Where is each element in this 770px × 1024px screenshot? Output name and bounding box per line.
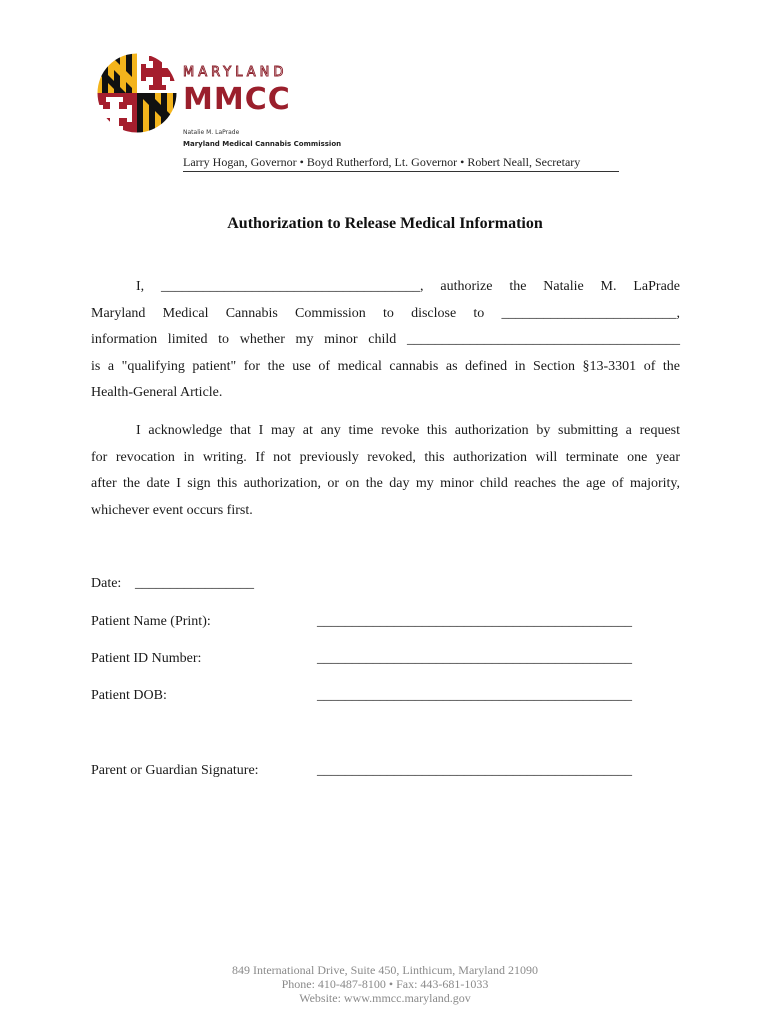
date-field-row [91, 576, 680, 594]
officials-line: Larry Hogan, Governor • Boyd Rutherford, Lt. Governor • Robert Neall, Secretary [183, 155, 581, 169]
paragraph-line: whichever event occurs first. [91, 502, 253, 518]
patient-id-row [91, 651, 680, 669]
patient-dob-label: Patient DOB: [91, 688, 167, 703]
patient-name-row [91, 614, 680, 632]
date-field[interactable]: _________________ [135, 576, 254, 591]
paragraph-line: for revocation in writing. If not previously revoked, this authorization will terminate one year [91, 449, 680, 465]
logo-maryland-text: MARYLAND [183, 65, 288, 80]
paragraph-line: is a "qualifying patient" for the use of medical cannabis as defined in Section §13-3301 of the [91, 358, 680, 374]
authorization-paragraph [91, 274, 680, 407]
logo-tagline: Natalie M. LaPrade [183, 129, 240, 136]
paragraph-line: I, _____________________________________, authorize the Natalie M. LaPrade [136, 279, 680, 294]
patient-dob-row [91, 688, 680, 706]
logo-commission-name: Maryland Medical Cannabis Commission [183, 140, 342, 148]
patient-id-field[interactable]: _____________________________________________ [317, 651, 632, 666]
footer-website[interactable]: Website: www.mmcc.maryland.gov [299, 991, 471, 1005]
signature-row [91, 763, 680, 781]
paragraph-line: after the date I sign this authorization, or on the day my minor child reaches the age of majority, [91, 476, 680, 491]
maryland-flag-seal-logo [96, 52, 178, 134]
footer-address: 849 International Drive, Suite 450, Linthicum, Maryland 21090 [232, 963, 538, 977]
paragraph-line: information limited to whether my minor child _______________________________________ [91, 332, 680, 347]
paragraph-line: Maryland Medical Cannabis Commission to disclose to _________________________, [91, 305, 680, 321]
signature-label: Parent or Guardian Signature: [91, 763, 259, 778]
paragraph-line: I acknowledge that I may at any time revoke this authorization by submitting a request [136, 423, 680, 438]
patient-name-field[interactable]: _____________________________________________ [317, 614, 632, 629]
logo-mmcc-text: MMCC [183, 82, 291, 117]
patient-name-label: Patient Name (Print): [91, 614, 211, 629]
signature-field[interactable]: _____________________________________________ [317, 763, 632, 778]
footer-phone-fax: Phone: 410-487-8100 • Fax: 443-681-1033 [281, 977, 489, 991]
document-title: Authorization to Release Medical Information [227, 215, 543, 232]
patient-dob-field[interactable]: _____________________________________________ [317, 688, 632, 703]
patient-id-label: Patient ID Number: [91, 651, 202, 666]
revocation-paragraph [91, 418, 680, 524]
header-divider [183, 171, 619, 172]
logo-wordmark [183, 66, 308, 117]
paragraph-line: Health-General Article. [91, 385, 223, 400]
date-label: Date: [91, 576, 122, 591]
